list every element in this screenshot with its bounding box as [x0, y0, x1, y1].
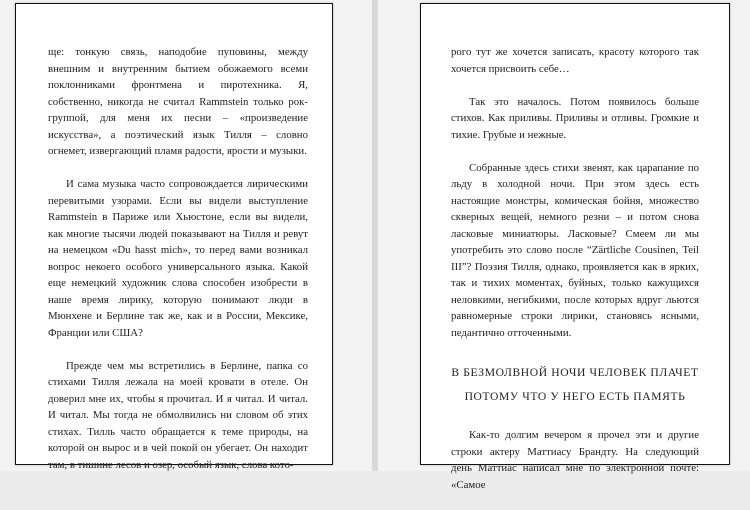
left-page-sheet [15, 3, 333, 471]
paragraph: Собранные здесь стихи звенят, как царапание по льду в холодной ночи. При этом здесь есть настоящие монстры, комическая бойня, множество скверных вещей, немного резни – и потом снова ласковые миниатюры. Ласковые? Смеем ли мы употребить это слово после “Zärtliche Cousinen, Teil III”? Поэзия Тилля, однако, проявляется как в ярких, так и тихих моментах, буйных, только кажущихся неловкими, негибкими, после которых вдруг льются равномерные строки лирики, становясь ясными, педантично отточенными. [451, 161, 699, 339]
paragraph: Так это началось. Потом появилось больше стихов. Как приливы. Приливы и отливы. Громкие и тихие. Грубые и нежные. [451, 95, 699, 141]
paragraph: Прежде чем мы встретились в Берлине, папка со стихами Тилля лежала на моей кровати в отеле. Он доверил мне их, чтобы я прочитал. И я читал. И читал. И читал. Мы тогда не обмолвились ни словом об этих стихах. Тилль часто обращается к теме природы, на которой он вырос и в чей покой он убегает. Он находит там, в тишине лесов и озер, особый язык, слова кото- [48, 359, 308, 471]
section-heading [451, 361, 699, 409]
section-heading-line: В БЕЗМОЛВНОЙ НОЧИ ЧЕЛОВЕК ПЛАЧЕТ [451, 366, 699, 379]
paragraph: И сама музыка часто сопровождается лирическими перевитыми узорами. Если вы видели выступление Rammstein в Париже или Хьюстоне, если вы видели, как многие тысячи людей показывают на Тилля и ревут на немецком «Du hasst mich», то перед вами возникал вопрос некоего особого универсального языка. Какой еще немецкий художник слова способен изобрести в наше время лирику, которую понимают люди в Мюнхене и Берлине так же, как и в России, Мексике, Франции или США? [48, 178, 308, 339]
right-page-sheet [420, 3, 730, 491]
section-heading-line: ПОТОМУ ЧТО У НЕГО ЕСТЬ ПАМЯТЬ [464, 390, 686, 403]
left-page-text [48, 44, 308, 490]
right-page [378, 0, 750, 491]
paragraph: ще: тонкую связь, наподобие пуповины, между внешним и внутренним бытием обожаемого всеми поклонниками фронтмена и пиротехника. Я, собственно, никогда не считал Rammstein только рок-группой, для меня их песни – «произведение искусства», а поэтический язык Тилля – словно огнемет, извергающий пламя радости, ярости и музыки. [48, 46, 308, 157]
left-page [0, 0, 372, 471]
paragraph: рого тут же хочется записать, красоту которого так хочется присвоить себе… [451, 46, 699, 75]
paragraph: Как-то долгим вечером я прочел эти и другие строки актеру Маттиасу Брандту. На следующий день Маттиас написал мне по электронной почте: «Самое [451, 429, 699, 491]
right-page-text [451, 44, 699, 510]
